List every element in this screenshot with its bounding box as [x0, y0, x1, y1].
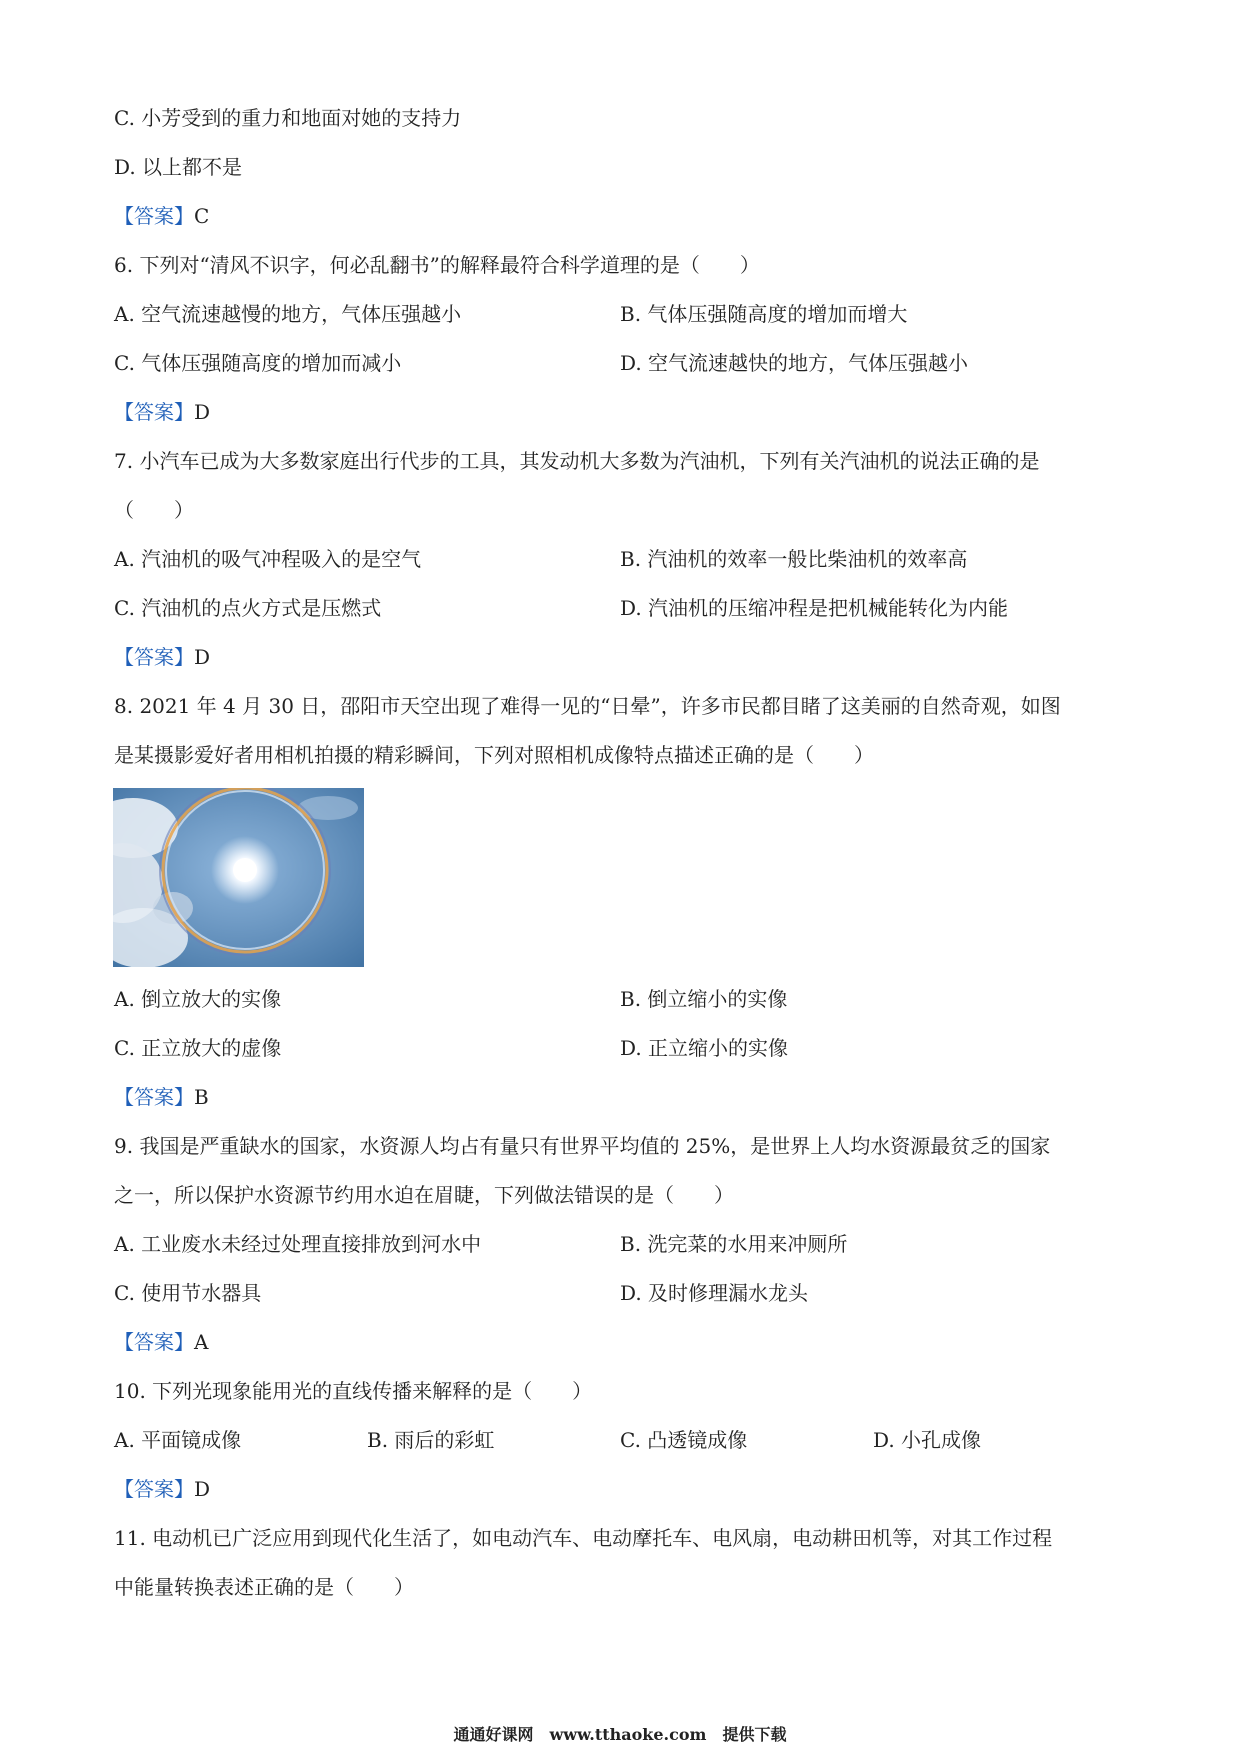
q6-option-b: B. 气体压强随高度的增加而增大 — [620, 302, 908, 326]
sun-halo-photo — [113, 788, 364, 967]
q10-option-a: A. 平面镜成像 — [114, 1428, 242, 1452]
q7-option-d: D. 汽油机的压缩冲程是把机械能转化为内能 — [620, 596, 1009, 620]
q8-option-b: B. 倒立缩小的实像 — [620, 987, 788, 1011]
q6-answer — [114, 398, 210, 426]
q10-option-d: D. 小孔成像 — [873, 1428, 982, 1452]
answer-value: D — [194, 400, 211, 424]
q9-option-c: C. 使用节水器具 — [114, 1281, 262, 1305]
q9-option-d: D. 及时修理漏水龙头 — [620, 1281, 809, 1305]
q10-stem: 10. 下列光现象能用光的直线传播来解释的是（ ） — [114, 1379, 593, 1403]
answer-tag: 【答案】 — [114, 1085, 194, 1109]
answer-value: D — [194, 1477, 211, 1501]
page-footer: 通通好课网 www.tthaoke.com 提供下载 — [453, 1725, 787, 1744]
q10-option-b: B. 雨后的彩虹 — [367, 1428, 495, 1452]
q9-stem-line1: 9. 我国是严重缺水的国家，水资源人均占有量只有世界平均值的 25%，是世界上人均水资源最贫乏的国家 — [114, 1134, 1051, 1158]
q5-answer — [114, 202, 209, 230]
answer-tag: 【答案】 — [114, 1477, 194, 1501]
answer-tag: 【答案】 — [114, 1330, 194, 1354]
q7-option-a: A. 汽油机的吸气冲程吸入的是空气 — [114, 547, 422, 571]
answer-value: A — [194, 1330, 209, 1354]
q7-option-b: B. 汽油机的效率一般比柴油机的效率高 — [620, 547, 968, 571]
q9-answer — [114, 1328, 208, 1356]
answer-tag: 【答案】 — [114, 645, 194, 669]
answer-value: B — [194, 1085, 209, 1109]
answer-tag: 【答案】 — [114, 204, 194, 228]
q11-stem-line1: 11. 电动机已广泛应用到现代化生活了，如电动汽车、电动摩托车、电风扇，电动耕田机等，对其工作过程 — [114, 1526, 1053, 1550]
q9-option-b: B. 洗完菜的水用来冲厕所 — [620, 1232, 848, 1256]
q5-option-c: C. 小芳受到的重力和地面对她的支持力 — [114, 106, 462, 130]
q6-stem: 6. 下列对“清风不识字，何必乱翻书”的解释最符合科学道理的是（ ） — [114, 253, 760, 277]
q10-option-c: C. 凸透镜成像 — [620, 1428, 748, 1452]
q6-option-a: A. 空气流速越慢的地方，气体压强越小 — [114, 302, 462, 326]
q6-option-c: C. 气体压强随高度的增加而减小 — [114, 351, 402, 375]
q10-answer — [114, 1475, 210, 1503]
q7-answer — [114, 643, 210, 671]
q8-stem-line1: 8. 2021 年 4 月 30 日，邵阳市天空出现了难得一见的“日晕”，许多市民都目睹了这美丽的自然奇观，如图 — [114, 694, 1061, 718]
q9-stem-line2: 之一，所以保护水资源节约用水迫在眉睫，下列做法错误的是（ ） — [114, 1183, 734, 1207]
q8-option-c: C. 正立放大的虚像 — [114, 1036, 282, 1060]
q7-stem-line1: 7. 小汽车已成为大多数家庭出行代步的工具，其发动机大多数为汽油机，下列有关汽油机的说法正确的是 — [114, 449, 1040, 473]
q7-stem-line2: （ ） — [114, 498, 194, 522]
q8-answer — [114, 1083, 209, 1111]
q5-option-d: D. 以上都不是 — [114, 155, 243, 179]
q8-option-a: A. 倒立放大的实像 — [114, 987, 282, 1011]
q8-stem-line2: 是某摄影爱好者用相机拍摄的精彩瞬间，下列对照相机成像特点描述正确的是（ ） — [114, 743, 874, 767]
q8-option-d: D. 正立缩小的实像 — [620, 1036, 789, 1060]
answer-value: D — [194, 645, 211, 669]
q9-option-a: A. 工业废水未经过处理直接排放到河水中 — [114, 1232, 482, 1256]
q11-stem-line2: 中能量转换表述正确的是（ ） — [114, 1575, 414, 1599]
answer-value: C — [194, 204, 210, 228]
q7-option-c: C. 汽油机的点火方式是压燃式 — [114, 596, 382, 620]
answer-tag: 【答案】 — [114, 400, 194, 424]
q6-option-d: D. 空气流速越快的地方，气体压强越小 — [620, 351, 969, 375]
